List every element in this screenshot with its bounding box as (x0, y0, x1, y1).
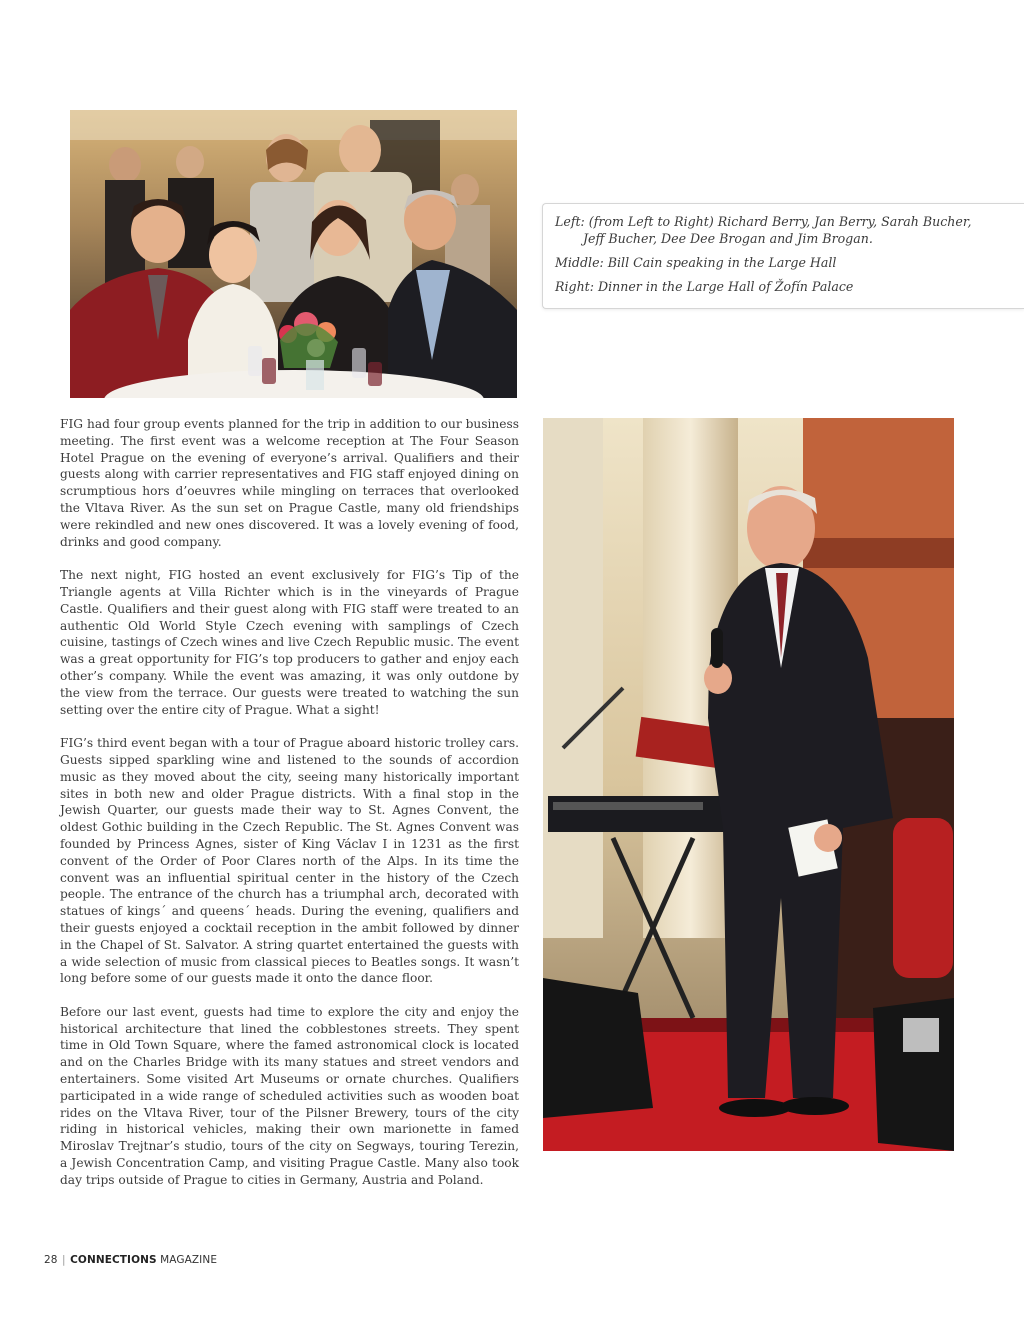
article-paragraph: FIG’s third event began with a tour of Prague aboard historic trolley cars. Guests sipped sparkling wine and listened to the sounds of accordion music as they moved about the city, seeing many historically important sites in both new and older Prague districts. With a final stop in the Jewish Quarter, our guests made their way to St. Agnes Convent, the oldest Gothic building in the Czech Republic. The St. Agnes Convent was founded by Princess Agnes, sister of King Václav I in 1231 as the first convent of the Order of Poor Clares north of the Alps. In its time the convent was an influential spiritual center in the history of the Czech people. The entrance of the church has a triumphal arch, decorated with statues of kings´ and queens´ heads. During the evening, qualifiers and their guests enjoyed a cocktail reception in the ambit followed by dinner in the Chapel of St. Salvator. A string quartet entertained the guests with a wide selection of music from classical pieces to Beatles songs. It wasn’t long before some of our guests made it onto the dance floor. (60, 736, 519, 986)
speaker-photo (543, 418, 954, 1151)
caption-left-line1: Left: (from Left to Right) Richard Berry, Jan Berry, Sarah Bucher, (555, 214, 972, 229)
page-number: 28 (44, 1254, 58, 1266)
article-paragraph: Before our last event, guests had time to explore the city and enjoy the historical architecture that lined the cobblestones streets. They spent time in Old Town Square, where the famed astronomical clock is located and on the Charles Bridge with its many statues and street vendors and entertainers. Some visited Art Museums or ornate churches. Qualifiers participated in a wide range of scheduled activities such as wooden boat rides on the Vltava River, tour of the Pilsner Brewery, tours of the city riding in historical vehicles, making their own marionette in famed Miroslav Trejtnar’s studio, tours of the city on Segways, touring Terezin, a Jewish Concentration Camp, and visiting Prague Castle. Many also took day trips outside of Prague to cities in Germany, Austria and Poland. (60, 1004, 519, 1187)
footer-separator: | (62, 1254, 66, 1266)
caption-middle: Middle: Bill Cain speaking in the Large Hall (555, 255, 837, 270)
article-body (60, 416, 519, 1205)
magazine-suffix: MAGAZINE (160, 1254, 218, 1266)
speaker-photo-illustration (543, 418, 954, 1151)
caption-left (555, 213, 1024, 247)
magazine-brand: CONNECTIONS (70, 1254, 157, 1266)
photo-caption-box (542, 203, 1024, 309)
caption-right: Right: Dinner in the Large Hall of Žofín Palace (555, 279, 854, 294)
page-footer (44, 1254, 217, 1266)
caption-left-line2: Jeff Bucher, Dee Dee Brogan and Jim Brogan. (583, 231, 873, 246)
article-paragraph: FIG had four group events planned for the trip in addition to our business meeting. The first event was a welcome reception at The Four Season Hotel Prague on the evening of everyone’s arrival. Qualifiers and their guests along with carrier representatives and FIG staff enjoyed dining on scrumptious hors d’oeuvres while mingling on terraces that overlooked the Vltava River. As the sun set on Prague Castle, many old friendships were rekindled and new ones discovered. It was a lovely evening of food, drinks and good company. (60, 417, 519, 549)
group-photo (70, 110, 517, 398)
group-photo-illustration (70, 110, 517, 398)
article-paragraph: The next night, FIG hosted an event exclusively for FIG’s Tip of the Triangle agents at Villa Richter which is in the vineyards of Prague Castle. Qualifiers and their guest along with FIG staff were treated to an authentic Old World Style Czech evening with samplings of Czech cuisine, tastings of Czech wines and live Czech Republic music. The event was a great opportunity for FIG’s top producers to gather and enjoy each other’s company. While the event was amazing, it was only outdone by the view from the terrace. Our guests were treated to watching the sun setting over the entire city of Prague. What a sight! (60, 568, 519, 717)
